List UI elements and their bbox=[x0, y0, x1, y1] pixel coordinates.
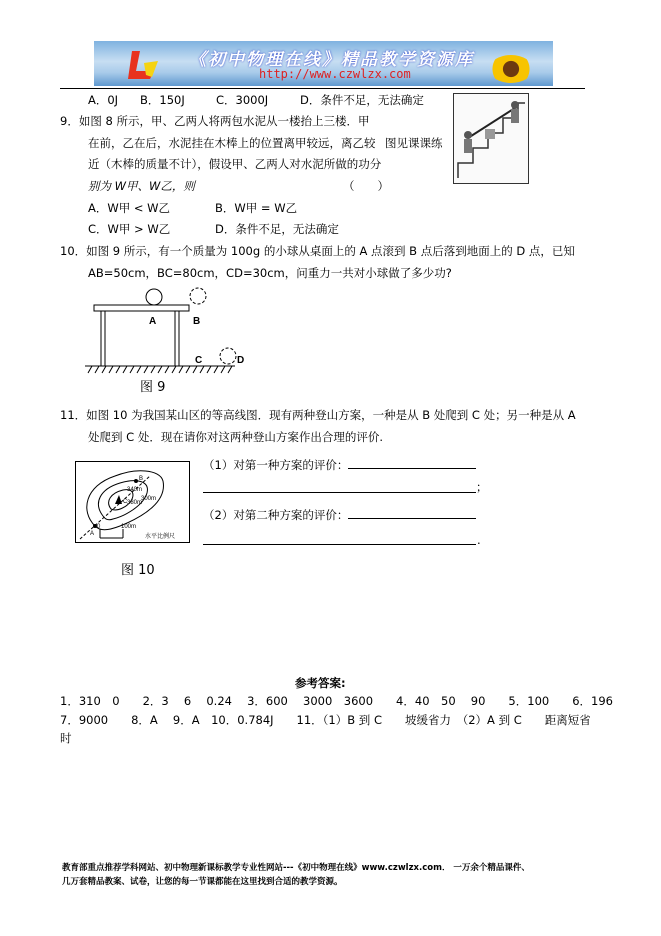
q11-part2-label: （2）对第二种方案的评价： bbox=[203, 508, 349, 522]
figure-9-table-diagram bbox=[85, 285, 250, 377]
q8-option-b: B．150J bbox=[140, 93, 185, 107]
answers-line1: 1．310 0 2．3 6 0.24 3．600 3000 3600 4．40 50 90 5．100 6．196 bbox=[60, 694, 613, 708]
figure-10-contour-map bbox=[75, 461, 190, 543]
fig10-label-a: A bbox=[90, 531, 95, 537]
q8-option-d: D．条件不足，无法确定 bbox=[300, 93, 424, 107]
banner-url[interactable]: http://www.czwlzx.com bbox=[259, 67, 411, 81]
fig10-height-380: 380m bbox=[127, 500, 143, 506]
footer-line2: 几万套精品教案、试卷，让您的每一节课都能在这里找到合适的教学资源。 bbox=[62, 877, 343, 887]
fig9-label-d: D bbox=[237, 355, 245, 366]
q11-line1: 11．如图 10 为我国某山区的等高线图．现有两种登山方案，一种是从 B 处爬到 C 处；另一种是从 A bbox=[60, 408, 576, 422]
fig9-label-c: C bbox=[195, 355, 203, 366]
sunflower-icon bbox=[489, 55, 533, 83]
answers-title: 参考答案: bbox=[295, 676, 346, 690]
fig10-label-c: C bbox=[123, 499, 128, 505]
q11-part1-end: ； bbox=[476, 480, 488, 494]
q11-part2-end: . bbox=[477, 533, 481, 547]
banner-title: 《初中物理在线》精品教学资源库 bbox=[189, 50, 474, 70]
q9-option-b: B．W甲 = W乙 bbox=[215, 201, 298, 215]
fig10-height-340: 340m bbox=[127, 487, 143, 493]
q10-line2: AB=50cm，BC=80cm，CD=30cm，问重力一共对小球做了多少功? bbox=[88, 266, 452, 280]
q11-part1-label: （1）对第一种方案的评价： bbox=[203, 458, 349, 472]
q11-part2-blank-a[interactable] bbox=[348, 518, 476, 519]
q8-option-c: C．3000J bbox=[216, 93, 269, 107]
fig10-scale-label: 水平比例尺 bbox=[145, 534, 176, 540]
site-logo-icon bbox=[124, 49, 160, 81]
q11-line2: 处爬到 C 处．现在请你对这两种登山方案作出合理的评价. bbox=[88, 430, 383, 444]
q11-part1-blank-b[interactable] bbox=[203, 492, 476, 493]
fig10-scale-zero: 0 bbox=[97, 524, 101, 530]
fig10-scale-100m: 100m bbox=[121, 524, 137, 530]
q9-option-a: A．W甲 < W乙 bbox=[88, 201, 171, 215]
q10-line1: 10．如图 9 所示，有一个质量为 100g 的小球从桌面上的 A 点滚到 B 点后落到地面上的 D 点，已知 bbox=[60, 244, 575, 258]
fig10-height-300: 300m bbox=[141, 496, 157, 502]
q9-line4: 别为 W甲、W乙，则 bbox=[88, 179, 195, 193]
q9-line1: 9．如图 8 所示，甲、乙两人将两包水泥从一楼抬上三楼．甲 bbox=[60, 114, 370, 128]
figure-9-caption: 图 9 bbox=[140, 380, 166, 395]
q11-part2-blank-b[interactable] bbox=[203, 544, 476, 545]
fig10-label-b: B bbox=[139, 476, 144, 482]
fig9-label-a: A bbox=[149, 316, 157, 327]
q8-option-a: A．0J bbox=[88, 93, 119, 107]
q9-figure-note: 图见课课练 bbox=[385, 136, 443, 150]
q9-answer-bracket: （ ） bbox=[343, 179, 389, 193]
footer-line1: 教育部重点推荐学科网站、初中物理新课标教学专业性网站---《初中物理在线》www.czwlzx.com． 一万余个精品课件、 bbox=[62, 863, 530, 873]
answers-line3: 时 bbox=[60, 731, 72, 745]
header-banner bbox=[94, 41, 553, 86]
header-rule bbox=[60, 88, 585, 89]
figure-10-caption: 图 10 bbox=[121, 563, 155, 578]
q11-part1-blank-a[interactable] bbox=[348, 468, 476, 469]
answers-line2: 7．9000 8．A 9．A 10．0.784J 11．（1）B 到 C 坡缓省力 （2）A 到 C 距离短省 bbox=[60, 713, 591, 727]
q9-option-c: C．W甲 > W乙 bbox=[88, 222, 171, 236]
figure-8-stairs-image bbox=[453, 93, 529, 184]
q9-option-d: D．条件不足，无法确定 bbox=[215, 222, 339, 236]
q9-line3: 近（木棒的质量不计），假设甲、乙两人对水泥所做的功分 bbox=[88, 157, 382, 171]
fig9-label-b: B bbox=[193, 316, 201, 327]
q9-line2: 在前，乙在后，水泥挂在木棒上的位置离甲较远，离乙较 bbox=[88, 136, 376, 150]
